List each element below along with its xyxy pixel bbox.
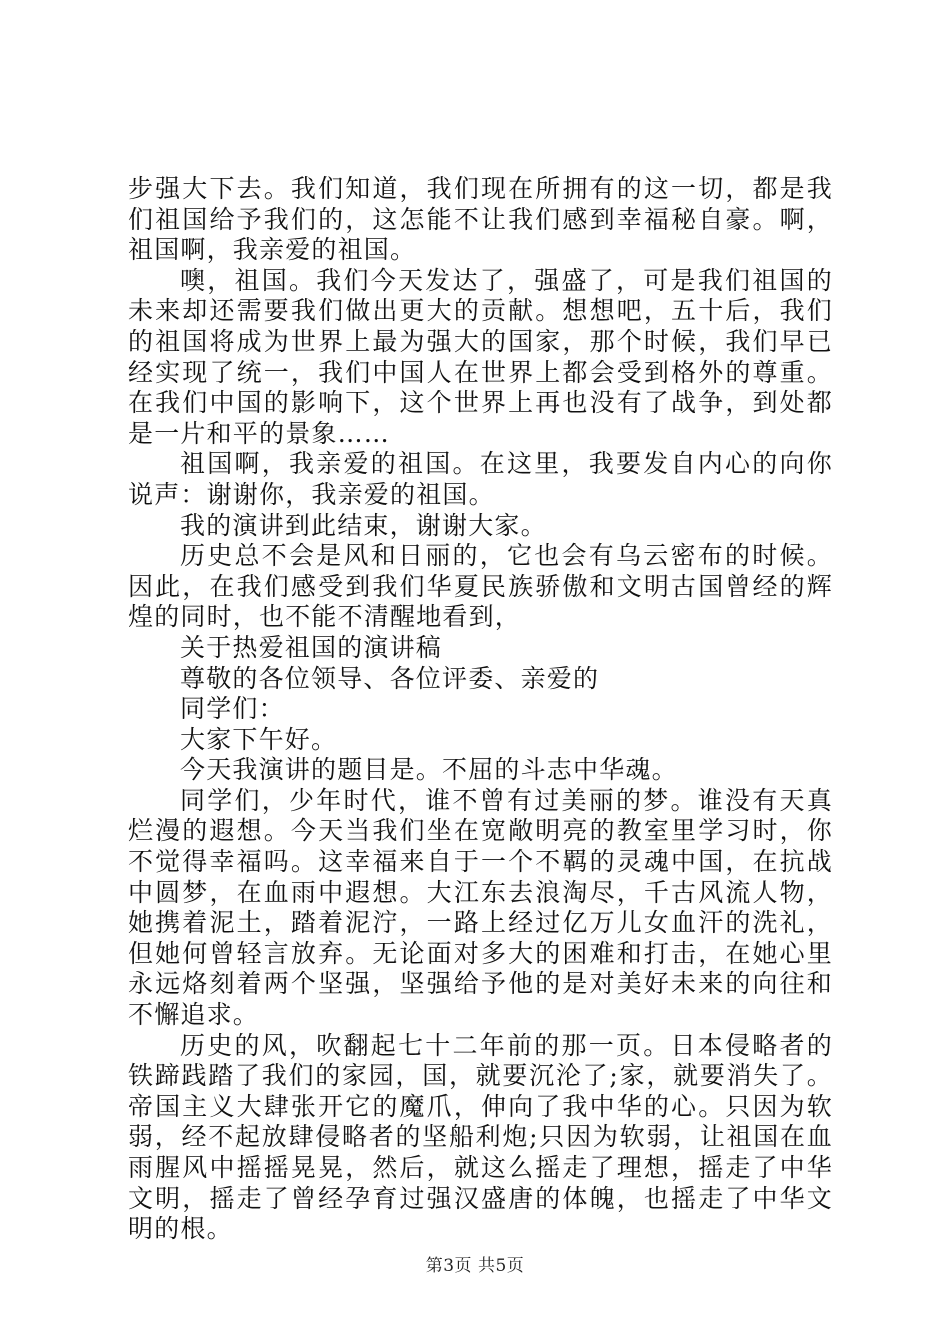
page-number-footer: 第3页 共5页 — [425, 1256, 525, 1276]
topic-line: 今天我演讲的题目是。不屈的斗志中华魂。 — [180, 755, 678, 785]
paragraph: 噢，祖国。我们今天发达了，强盛了，可是我们祖国的未来却还需要我们做出更大的贡献。想想吧，五十后，我们的祖国将成为世界上最为强大的国家，那个时候，我们早已经实现了统一，我们中国人在世界上都会受到格外的尊重。在我们中国的影响下，这个世界上再也没有了战争，到处都是一片和平的景象…… — [128, 265, 833, 448]
paragraph: 祖国啊，我亲爱的祖国。在这里，我要发自内心的向你说声：谢谢你，我亲爱的祖国。 — [128, 449, 833, 509]
speech-title-line: 关于热爱祖国的演讲稿 — [180, 632, 443, 662]
paragraph: 历史总不会是风和日丽的，它也会有乌云密布的时候。因此，在我们感受到我们华夏民族骄傲和文明古国曾经的辉煌的同时，也不能不清醒地看到， — [128, 541, 833, 632]
salutation-line: 同学们： — [180, 694, 285, 724]
document-body — [128, 174, 833, 1245]
paragraph: 我的演讲到此结束，谢谢大家。 — [180, 510, 547, 540]
paragraph: 历史的风，吹翻起七十二年前的那一页。日本侵略者的铁蹄践踏了我们的家园，国，就要沉沦了;家，就要消失了。帝国主义大肆张开它的魔爪，伸向了我中华的心。只因为软弱，经不起放肆侵略者的坚船利炮;只因为软弱，让祖国在血雨腥风中摇摇晃晃，然后，就这么摇走了理想，摇走了中华文明，摇走了曾经孕育过强汉盛唐的体魄，也摇走了中华文明的根。 — [128, 1030, 833, 1244]
paragraph: 步强大下去。我们知道，我们现在所拥有的这一切，都是我们祖国给予我们的，这怎能不让我们感到幸福秘自豪。啊，祖国啊，我亲爱的祖国。 — [128, 174, 833, 265]
salutation-line: 尊敬的各位领导、各位评委、亲爱的 — [180, 663, 600, 693]
paragraph: 同学们，少年时代，谁不曾有过美丽的梦。谁没有天真烂漫的遐想。今天当我们坐在宽敞明亮的教室里学习时，你不觉得幸福吗。这幸福来自于一个不羁的灵魂中国，在抗战中圆梦，在血雨中遐想。大江东去浪淘尽，千古风流人物，她携着泥土，踏着泥泞，一路上经过亿万儿女血汗的洗礼，但她何曾轻言放弃。无论面对多大的困难和打击，在她心里永远烙刻着两个坚强，坚强给予他的是对美好未来的向往和不懈追求。 — [128, 785, 833, 1030]
greeting-line: 大家下午好。 — [180, 724, 338, 754]
